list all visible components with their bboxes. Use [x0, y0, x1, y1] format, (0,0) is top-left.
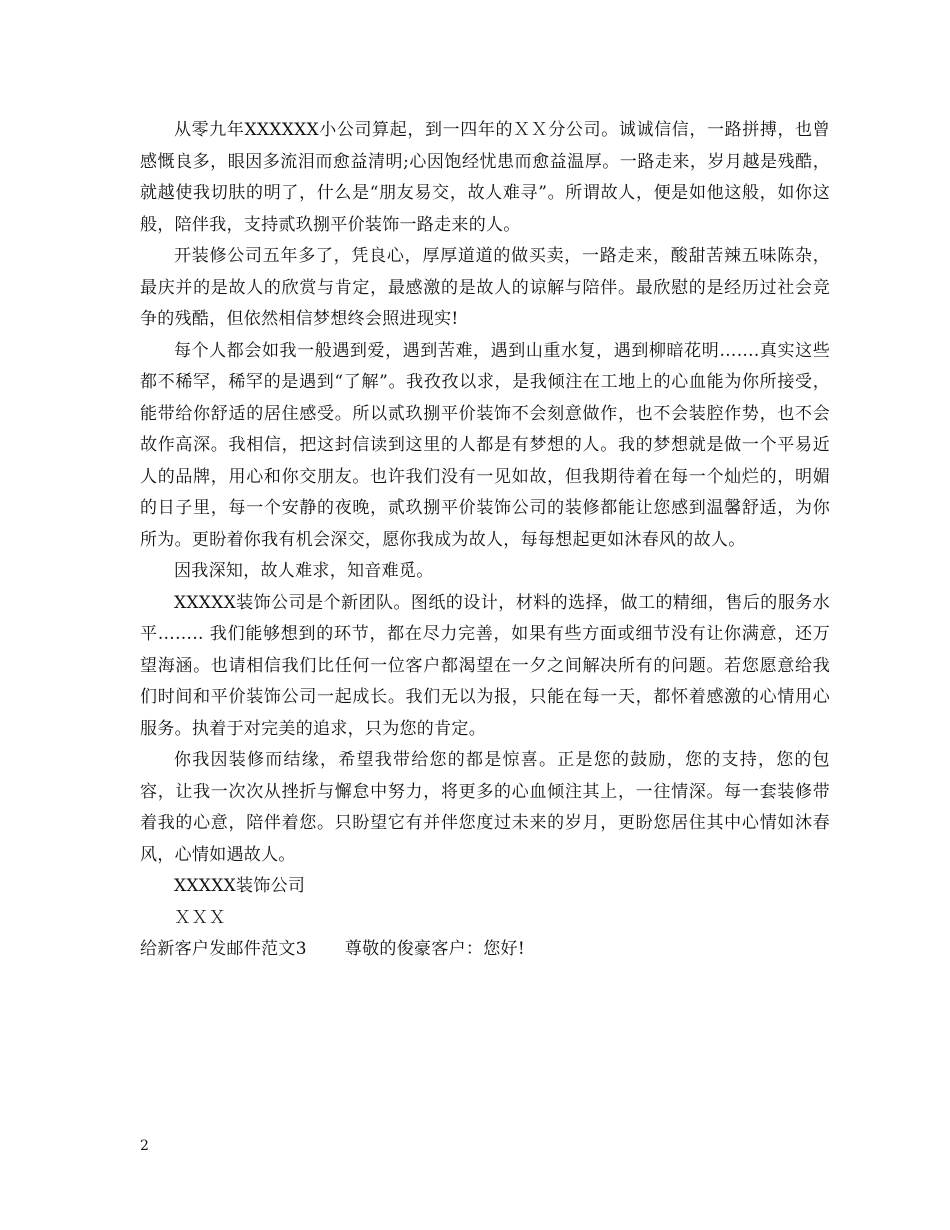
sample-heading: 给新客户发邮件范文3	[140, 939, 307, 959]
paragraph-1: 从零九年XXXXXX小公司算起，到一四年的ＸＸ分公司。诚诚信信，一路拼搏，也曾感慨良多，眼因多流泪而愈益清明;心因饱经忧患而愈益温厚。一路走来，岁月越是残酷，就越使我切肤的明了，什么是“朋友易交，故人难寻”。所谓故人，便是如他这般，如你这般，陪伴我，支持贰玖捌平价装饰一路走来的人。	[140, 120, 830, 235]
paragraph-5: XXXXX装饰公司是个新团队。图纸的设计，材料的选择，做工的精细，售后的服务水平…….. 我们能够想到的环节，都在尽力完善，如果有些方面或细节没有让你满意，还万望海涵。也请相信我们比任何一位客户都渴望在一夕之间解决所有的问题。若您愿意给我们时间和平价装饰公司一起成长。我们无以为报，只能在每一天，都怀着感激的心情用心服务。执着于对完美的追求，只为您的肯定。	[140, 592, 830, 739]
paragraph-6: 你我因装修而结缘，希望我带给您的都是惊喜。正是您的鼓励，您的支持，您的包容，让我一次次从挫折与懈怠中努力，将更多的心血倾注其上，一往情深。每一套装修带着我的心意，陪伴着您。只盼望它有并伴您度过未来的岁月，更盼您居住其中心情如沐春风，心情如遇故人。	[140, 750, 830, 865]
paragraph-2: 开装修公司五年多了，凭良心，厚厚道道的做买卖，一路走来，酸甜苦辣五味陈杂，最庆并的是故人的欣赏与肯定，最感激的是故人的谅解与陪伴。最欣慰的是经历过社会竞争的残酷，但依然相信梦想终会照进现实!	[140, 246, 830, 329]
signature-company: XXXXX装饰公司	[174, 876, 306, 896]
page-number: 2	[140, 1138, 149, 1154]
document-body	[140, 115, 830, 966]
closing-line	[140, 934, 830, 966]
paragraph-3: 每个人都会如我一般遇到爱，遇到苦难，遇到山重水复，遇到柳暗花明…….真实这些都不稀罕，稀罕的是遇到“了解”。我孜孜以求，是我倾注在工地上的心血能为你所接受，能带给你舒适的居住感受。所以贰玖捌平价装饰不会刻意做作，也不会装腔作势，也不会故作高深。我相信，把这封信读到这里的人都是有梦想的人。我的梦想就是做一个平易近人的品牌，用心和你交朋友。也许我们没有一见如故，但我期待着在每一个灿烂的，明媚的日子里，每一个安静的夜晚，贰玖捌平价装饰公司的装修都能让您感到温馨舒适，为你所为。更盼着你我有机会深交，愿你我成为故人，每每想起更如沐春风的故人。	[140, 340, 830, 550]
paragraph-4: 因我深知，故人难求，知音难觅。	[174, 561, 434, 581]
signature-name: ＸＸＸ	[174, 907, 226, 928]
greeting: 尊敬的俊豪客户：您好!	[344, 939, 525, 959]
